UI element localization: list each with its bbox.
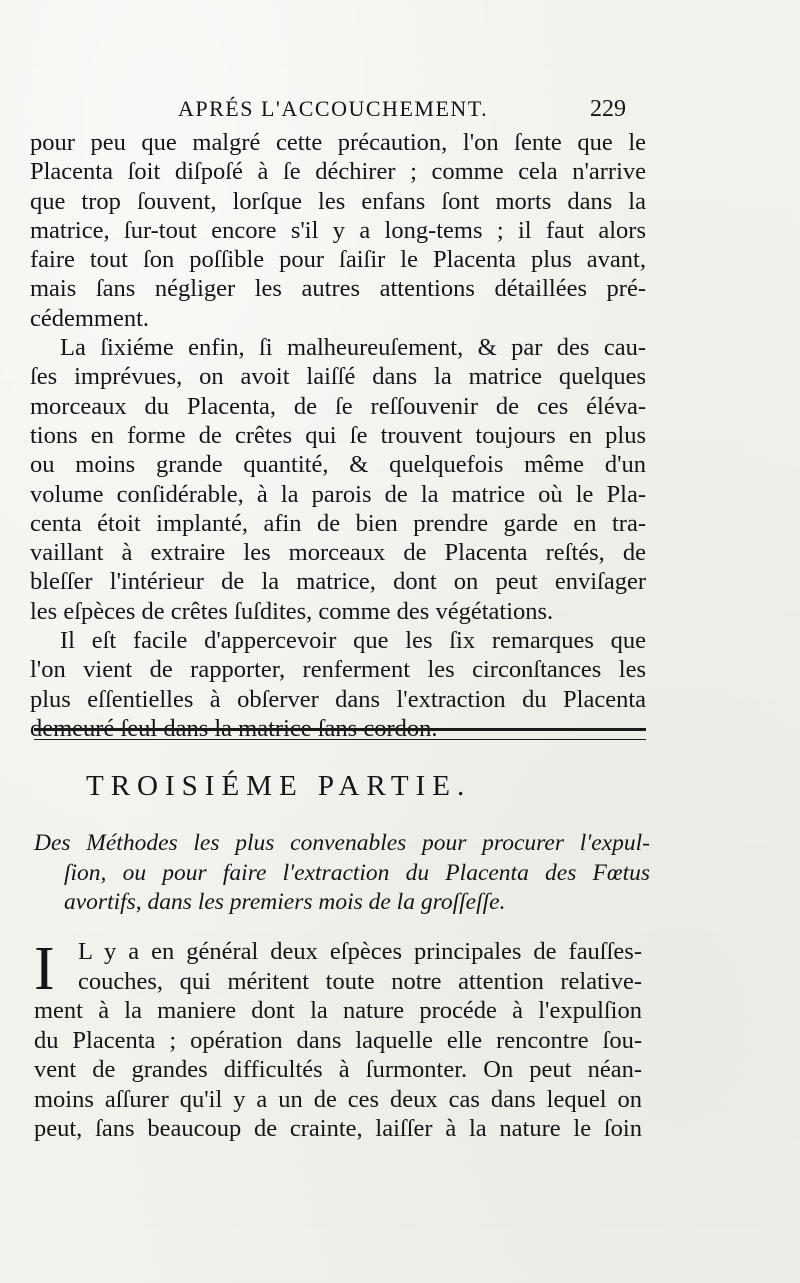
running-title: APRÉS L'ACCOUCHEMENT. [178, 96, 489, 121]
text-line: volume conſidérable, à la parois de la matrice où le Pla- [30, 480, 646, 508]
text-line: que trop ſouvent, lorſque les enfans ſont morts dans la [30, 187, 646, 215]
subtitle-line: ſion, ou pour faire l'extraction du Placenta des Fœtus [64, 859, 650, 886]
text-line: du Placenta ; opération dans laquelle elle rencontre ſou- [34, 1026, 642, 1054]
text-line: ſes imprévues, on avoit laiſſé dans la matrice quelques [30, 363, 646, 391]
text-line: matrice, ſur-tout encore s'il y a long-tems ; il faut alors [30, 216, 646, 244]
text-line: pour peu que malgré cette précaution, l'on ſente que le [30, 129, 646, 156]
text-line: les eſpèces de crêtes ſuſdites, comme des végétations. [30, 597, 554, 625]
text-line: cédemment. [30, 304, 150, 332]
drop-cap: I [34, 935, 55, 1003]
text-line: La ſixiéme enfin, ſi malheureuſement, & par des cau- [60, 334, 646, 362]
page-number: 229 [590, 96, 626, 122]
part-title: TROISIÉME PARTIE. [86, 770, 472, 802]
text-line: centa étoit implanté, afin de bien prendre garde en tra- [30, 509, 646, 537]
body-text-bottom [34, 937, 642, 1144]
subtitle-line: Des Méthodes les plus convenables pour procurer l'expul- [34, 830, 650, 856]
text-line: ou moins grande quantité, & quelquefois même d'un [30, 451, 646, 479]
text-line: peut, ſans beaucoup de crainte, laiſſer à la nature le ſoin [34, 1115, 642, 1142]
text-line: vaillant à extraire les morceaux de Placenta reſtés, de [30, 539, 646, 567]
text-line: bleſſer l'intérieur de la matrice, dont on peut enviſager [30, 568, 646, 596]
text-line: mais ſans négliger les autres attentions détaillées pré- [30, 275, 646, 303]
text-line: vent de grandes difficultés à ſurmonter. On peut néan- [34, 1056, 642, 1083]
text-line: tions en forme de crêtes qui ſe trouvent toujours en plus [30, 421, 646, 449]
text-line: L y a en général deux eſpèces principales de fauſſes- [78, 938, 642, 965]
text-line: couches, qui méritent toute notre attention relative- [78, 967, 642, 995]
text-line: Il eſt facile d'appercevoir que les ſix remarques que [60, 627, 646, 655]
text-line: l'on vient de rapporter, renferment les circonſtances les [30, 656, 646, 684]
subtitle-line: avortifs, dans les premiers mois de la groſſeſſe. [64, 889, 506, 915]
text-line: plus eſſentielles à obſerver dans l'extraction du Placenta [30, 685, 646, 713]
text-line: Placenta ſoit diſpoſé à ſe déchirer ; comme cela n'arrive [30, 158, 646, 186]
text-line: demeuré ſeul dans la matrice ſans cordon. [30, 714, 438, 742]
text-line: ment à la maniere dont la nature procéde à l'expulſion [34, 997, 642, 1024]
section-divider [34, 728, 646, 740]
running-header [30, 96, 640, 126]
text-line: morceaux du Placenta, de ſe reſſouvenir de ces éléva- [30, 392, 646, 420]
body-text-top [30, 128, 646, 743]
text-line: moins aſſurer qu'il y a un de ces deux cas dans lequel on [34, 1085, 642, 1113]
text-line: faire tout ſon poſſible pour ſaiſir le Placenta plus avant, [30, 246, 646, 274]
section-subtitle [34, 829, 650, 918]
